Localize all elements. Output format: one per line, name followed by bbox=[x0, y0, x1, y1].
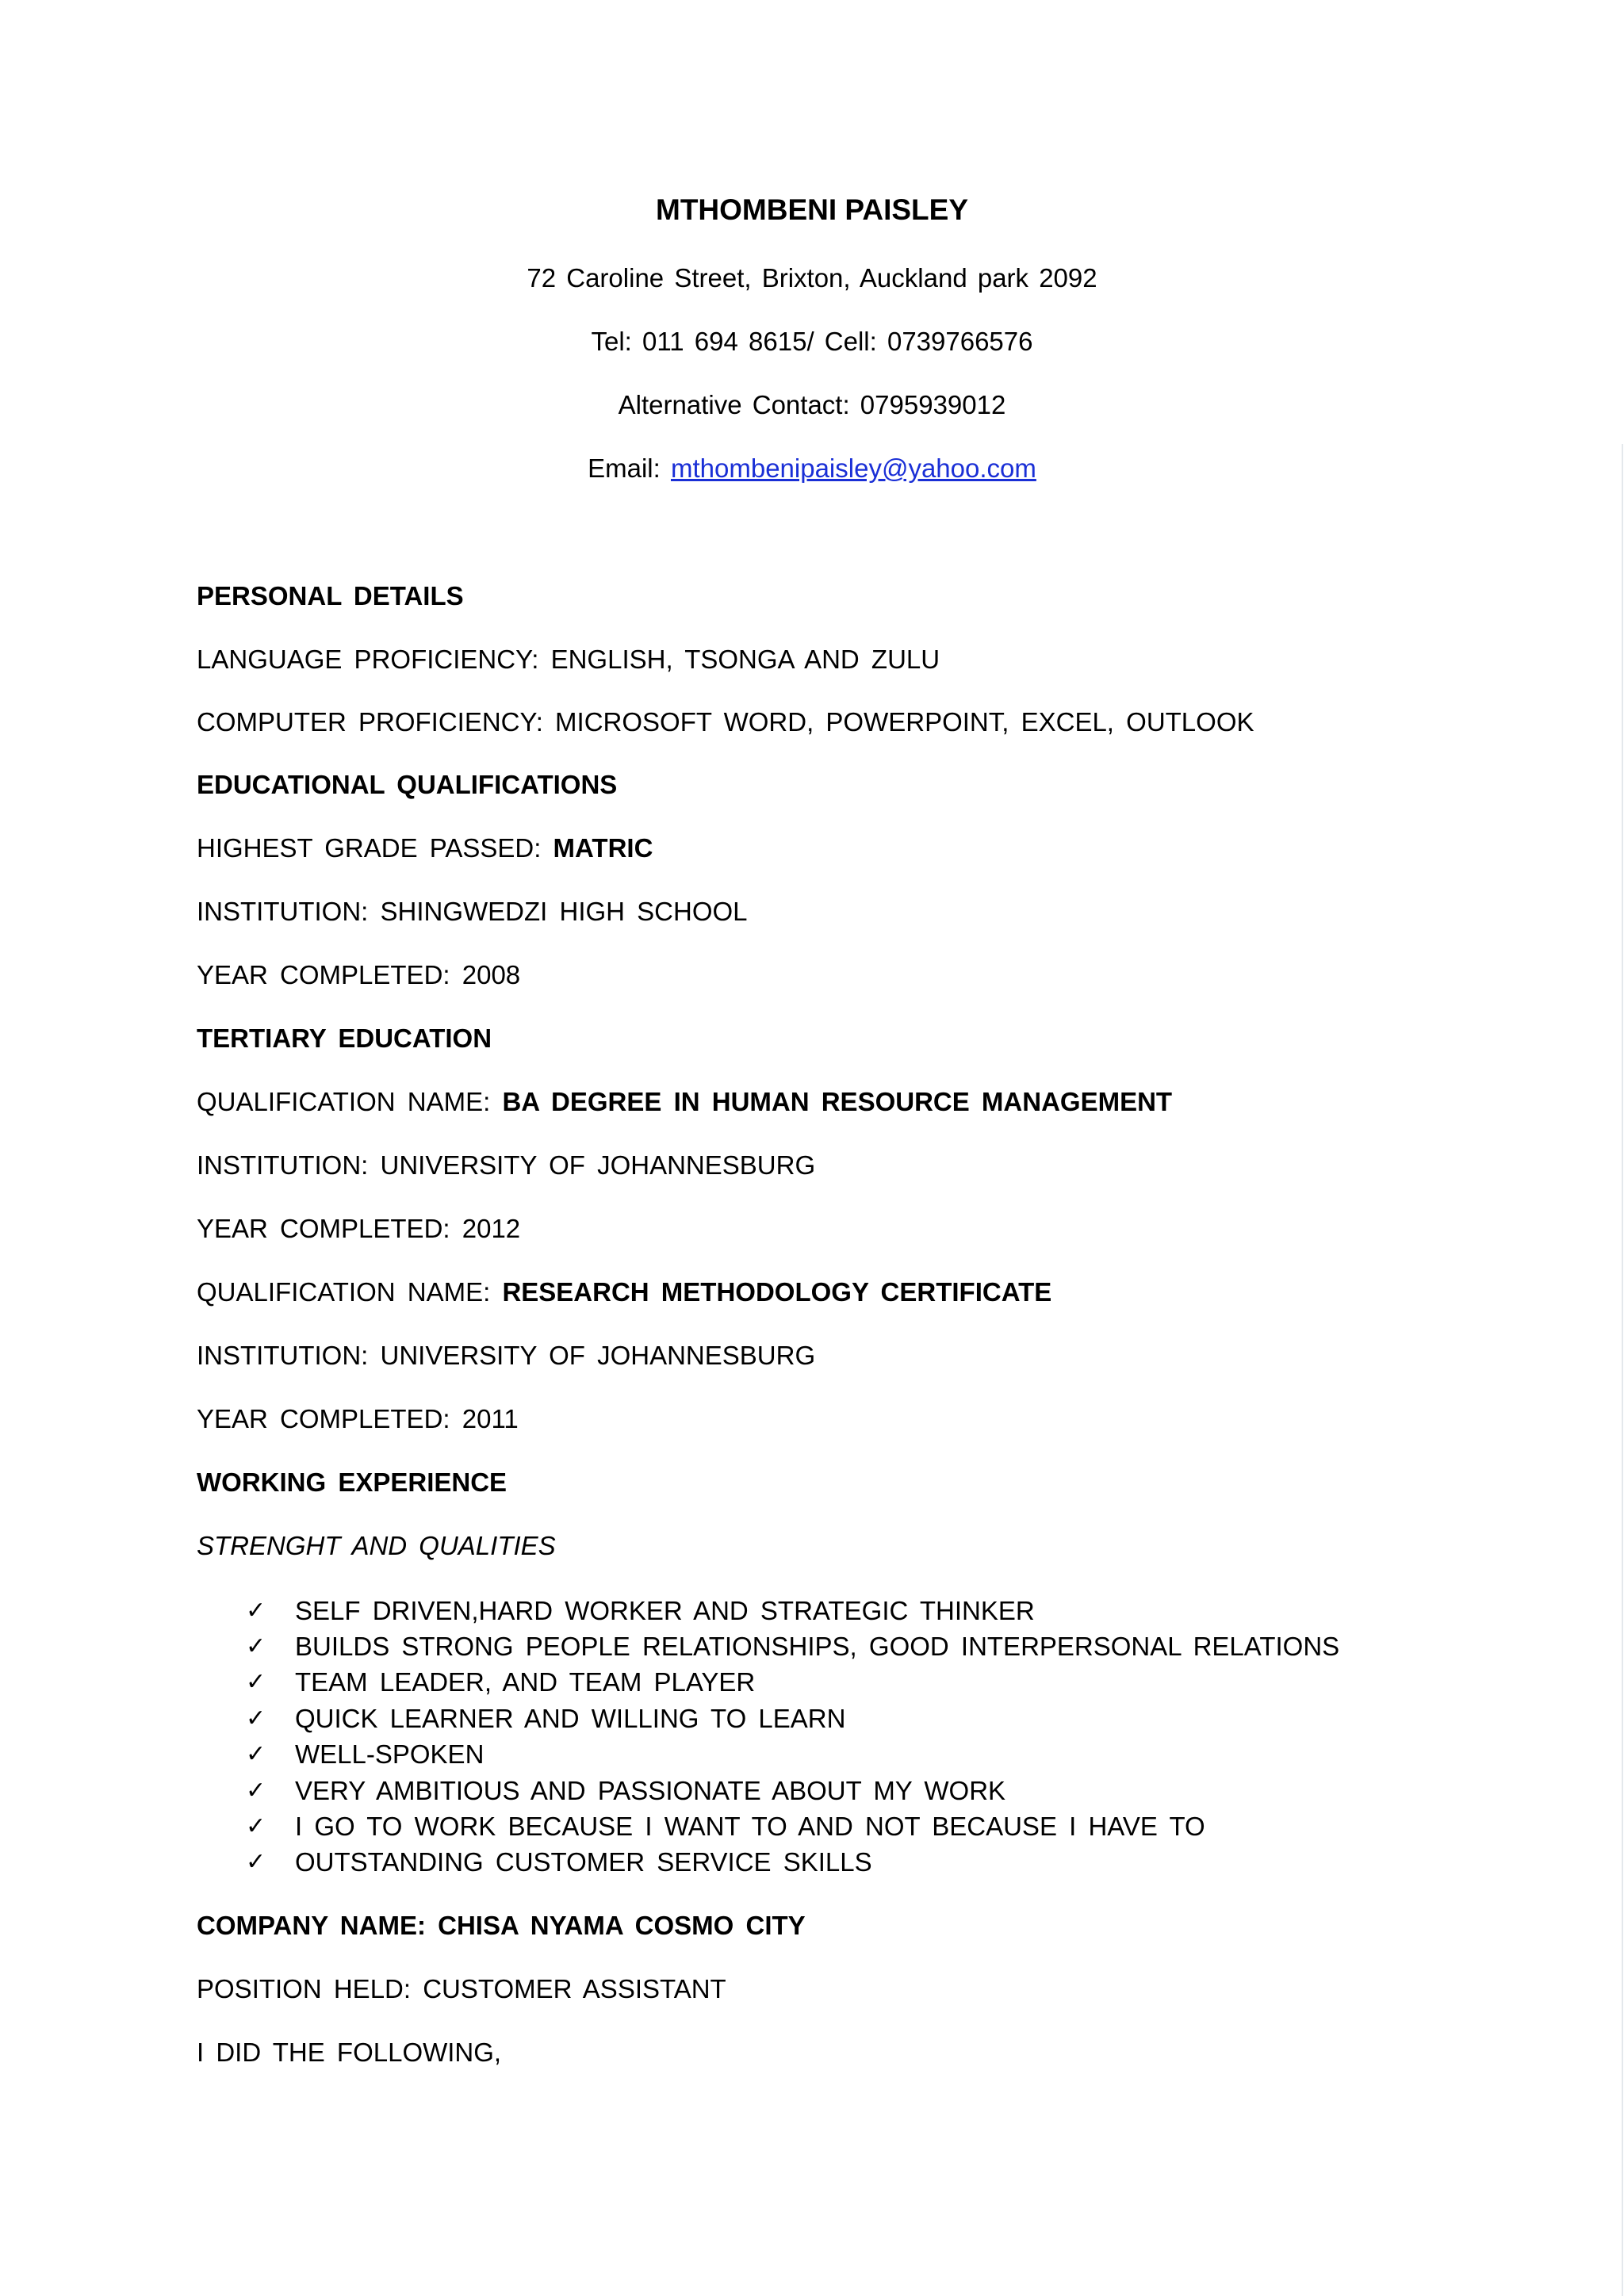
qualification-label: QUALIFICATION NAME: bbox=[197, 1277, 503, 1307]
qualification-value: RESEARCH METHODOLOGY CERTIFICATE bbox=[502, 1277, 1052, 1307]
list-item bbox=[246, 1808, 1339, 1844]
qualification-value: BA DEGREE IN HUMAN RESOURCE MANAGEMENT bbox=[502, 1087, 1173, 1116]
qualification-name-line bbox=[197, 1276, 1051, 1308]
highest-grade-label: HIGHEST GRADE PASSED: bbox=[197, 833, 553, 863]
language-proficiency: LANGUAGE PROFICIENCY: ENGLISH, TSONGA AND ZULU bbox=[197, 645, 940, 674]
strengths-heading: STRENGHT AND QUALITIES bbox=[197, 1531, 556, 1560]
page-edge-line bbox=[1622, 444, 1623, 2296]
qualification-institution: INSTITUTION: UNIVERSITY OF JOHANNESBURG bbox=[197, 1341, 816, 1370]
list-item bbox=[246, 1773, 1339, 1808]
school-year-completed: YEAR COMPLETED: 2008 bbox=[197, 960, 521, 989]
check-icon: ✓ bbox=[246, 1740, 266, 1769]
check-icon: ✓ bbox=[246, 1848, 266, 1877]
highest-grade-line bbox=[197, 832, 653, 864]
school-institution: INSTITUTION: SHINGWEDZI HIGH SCHOOL bbox=[197, 897, 748, 926]
email-link[interactable]: mthombenipaisley@yahoo.com bbox=[670, 453, 1036, 483]
strength-text: WELL-SPOKEN bbox=[295, 1739, 485, 1770]
company-name: COMPANY NAME: CHISA NYAMA COSMO CITY bbox=[197, 1911, 806, 1940]
strengths-list bbox=[246, 1593, 1339, 1881]
candidate-name: MTHOMBENI PAISLEY bbox=[656, 193, 968, 226]
duties-intro: I DID THE FOLLOWING, bbox=[197, 2038, 502, 2067]
strength-text: QUICK LEARNER AND WILLING TO LEARN bbox=[295, 1703, 846, 1733]
qualification-label: QUALIFICATION NAME: bbox=[197, 1087, 503, 1116]
check-icon: ✓ bbox=[246, 1776, 266, 1804]
check-icon: ✓ bbox=[246, 1704, 266, 1732]
personal-details-heading: PERSONAL DETAILS bbox=[197, 581, 464, 610]
check-icon: ✓ bbox=[246, 1632, 266, 1661]
alternative-contact-line: Alternative Contact: 0795939012 bbox=[618, 390, 1006, 419]
tertiary-education-heading: TERTIARY EDUCATION bbox=[197, 1024, 492, 1053]
qualification-institution: INSTITUTION: UNIVERSITY OF JOHANNESBURG bbox=[197, 1150, 816, 1180]
strength-text: SELF DRIVEN,HARD WORKER AND STRATEGIC THINKER bbox=[295, 1595, 1035, 1625]
address-line: 72 Caroline Street, Brixton, Auckland park 2092 bbox=[527, 263, 1097, 293]
strength-text: TEAM LEADER, AND TEAM PLAYER bbox=[295, 1667, 756, 1697]
strength-text: I GO TO WORK BECAUSE I WANT TO AND NOT BECAUSE I HAVE TO bbox=[295, 1812, 1205, 1842]
list-item bbox=[246, 1665, 1339, 1701]
strength-text: OUTSTANDING CUSTOMER SERVICE SKILLS bbox=[295, 1847, 872, 1877]
email-line bbox=[0, 453, 1624, 484]
strength-text: VERY AMBITIOUS AND PASSIONATE ABOUT MY WORK bbox=[295, 1775, 1006, 1805]
qualification-year-completed: YEAR COMPLETED: 2011 bbox=[197, 1404, 519, 1433]
list-item bbox=[246, 1593, 1339, 1628]
qualification-year-completed: YEAR COMPLETED: 2012 bbox=[197, 1214, 521, 1243]
position-held: POSITION HELD: CUSTOMER ASSISTANT bbox=[197, 1974, 726, 2003]
computer-proficiency: COMPUTER PROFICIENCY: MICROSOFT WORD, POWERPOINT, EXCEL, OUTLOOK bbox=[197, 707, 1254, 737]
check-icon: ✓ bbox=[246, 1596, 266, 1624]
check-icon: ✓ bbox=[246, 1812, 266, 1841]
email-label: Email: bbox=[588, 453, 671, 483]
qualification-name-line bbox=[197, 1086, 1172, 1118]
list-item bbox=[246, 1701, 1339, 1736]
list-item bbox=[246, 1737, 1339, 1773]
strength-text: BUILDS STRONG PEOPLE RELATIONSHIPS, GOOD INTERPERSONAL RELATIONS bbox=[295, 1632, 1340, 1662]
list-item bbox=[246, 1628, 1339, 1664]
highest-grade-value: MATRIC bbox=[553, 833, 653, 863]
list-item bbox=[246, 1845, 1339, 1881]
educational-qualifications-heading: EDUCATIONAL QUALIFICATIONS bbox=[197, 770, 618, 799]
working-experience-heading: WORKING EXPERIENCE bbox=[197, 1468, 508, 1497]
check-icon: ✓ bbox=[246, 1668, 266, 1697]
phone-line: Tel: 011 694 8615/ Cell: 0739766576 bbox=[591, 327, 1033, 356]
